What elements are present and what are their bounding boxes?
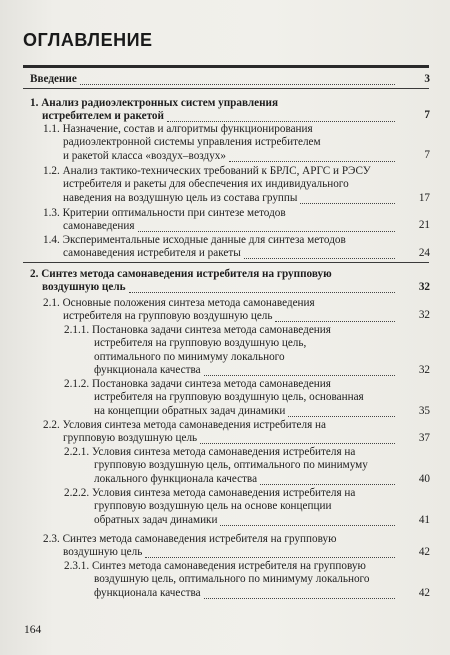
toc-entry (0, 324, 450, 377)
toc-entry-line: 2.1. Основные положения синтеза метода самонаведения (43, 297, 315, 309)
dot-leader (260, 483, 395, 485)
toc-page-number: 37 (418, 432, 430, 444)
toc-entry-line: 2.2.2. Условия синтеза метода самонаведения истребителя на (64, 487, 356, 499)
toc-entry-line: групповую воздушную цель (63, 432, 198, 445)
toc-entry-line: локального функционала качества (94, 472, 258, 485)
toc-entry-line: оптимального по минимуму локального (94, 350, 285, 363)
page-number: 164 (24, 624, 42, 636)
section-separator (23, 88, 429, 89)
dot-leader (300, 202, 395, 204)
toc-entry-line: функционала качества (94, 586, 201, 599)
toc-entry (0, 123, 450, 163)
toc-entry-line: 2.3.1. Синтез метода самонаведения истребителя на групповую (64, 560, 366, 572)
toc-entry-line: 1.4. Экспериментальные исходные данные для синтеза методов (43, 234, 346, 246)
toc-entry-line: Введение (30, 73, 77, 85)
toc-entry (0, 560, 450, 600)
toc-entry-line: групповую воздушную цель на основе концепции (94, 500, 332, 513)
toc-entry-line: обратных задач динамики (94, 513, 218, 526)
dot-leader (129, 291, 395, 293)
dot-leader (167, 120, 395, 122)
dot-leader (204, 597, 395, 599)
toc-entry-line: самонаведения (63, 220, 135, 233)
toc-entry-line: истребителя на групповую воздушную цель, основанная (94, 391, 364, 404)
toc-page-number: 7 (424, 149, 430, 161)
toc-page-number: 35 (418, 405, 430, 417)
toc-entry-line: 1.2. Анализ тактико-технических требований к БРЛС, АРГС и РЭСУ (43, 165, 371, 177)
toc-page-number: 32 (418, 309, 430, 321)
toc-entry-line: самонаведения истребителя и ракеты (63, 247, 241, 260)
toc-entry-line: 2.1.2. Постановка задачи синтеза метода самонаведения (64, 378, 331, 390)
toc-entry-line: 1. Анализ радиоэлектронных систем управления (30, 97, 279, 109)
toc-entry (0, 165, 450, 205)
toc-page-number: 21 (418, 219, 430, 231)
toc-page-number: 41 (418, 514, 430, 526)
toc-entry-line: радиоэлектронной системы управления истребителем (63, 136, 321, 149)
toc-entry-line: воздушную цель (42, 281, 126, 294)
toc-entry-line: групповую воздушную цель, оптимального по минимуму (94, 459, 368, 472)
toc-page-number: 17 (418, 192, 430, 204)
dot-leader (220, 524, 395, 526)
toc-entry (0, 487, 450, 527)
dot-leader (204, 374, 395, 376)
toc-entry-line: 2. Синтез метода самонаведения истребителя на групповую (30, 268, 332, 280)
toc-page-number: 40 (418, 473, 430, 485)
dot-leader (145, 556, 395, 558)
dot-leader (229, 160, 395, 162)
toc-entry-line: 2.2.1. Условия синтеза метода самонаведения истребителя на (64, 446, 356, 458)
toc-page-number: 42 (418, 587, 430, 599)
toc-entry-line: функционала качества (94, 363, 201, 376)
toc-entry-line: 2.1.1. Постановка задачи синтеза метода самонаведения (64, 324, 331, 336)
toc-heading: ОГЛАВЛЕНИЕ (23, 30, 153, 50)
toc-entry-line: истребителя на групповую воздушную цель (63, 310, 273, 323)
dot-leader (200, 442, 395, 444)
toc-entry-line: наведения на воздушную цель из состава группы (63, 191, 298, 204)
toc-page-number: 3 (424, 73, 430, 85)
toc-entry-line: воздушную цель (63, 546, 143, 559)
toc-page-number: 7 (424, 109, 430, 121)
toc-entry-line: истребителя и ракеты для обеспечения их индивидуального (63, 178, 349, 191)
dot-leader (275, 320, 395, 322)
dot-leader (80, 83, 395, 85)
toc-entry-line: воздушную цель, оптимального по минимуму локального (94, 573, 370, 586)
section-separator (23, 262, 429, 263)
dot-leader (138, 230, 395, 232)
toc-page-number: 42 (418, 546, 430, 558)
toc-entry (0, 378, 450, 418)
toc-entry-line: и ракетой класса «воздух–воздух» (63, 149, 226, 162)
dot-leader (288, 415, 395, 417)
toc-entry-line: 2.3. Синтез метода самонаведения истребителя на групповую (43, 533, 337, 545)
dot-leader (244, 257, 395, 259)
toc-entry (0, 446, 450, 486)
toc-entry-line: на концепции обратных задач динамики (94, 404, 286, 417)
toc-page-number: 24 (418, 247, 430, 259)
toc-entry-line: 2.2. Условия синтеза метода самонаведения истребителя на (43, 419, 326, 431)
toc-entry-line: истребителем и ракетой (42, 110, 164, 123)
toc-entry-line: истребителя на групповую воздушную цель, (94, 337, 307, 350)
toc-page-number: 32 (418, 281, 430, 293)
toc-entry-line: 1.1. Назначение, состав и алгоритмы функционирования (43, 123, 313, 135)
toc-page-number: 32 (418, 364, 430, 376)
heading-rule (23, 65, 429, 68)
toc-entry-line: 1.3. Критерии оптимальности при синтезе методов (43, 207, 286, 219)
